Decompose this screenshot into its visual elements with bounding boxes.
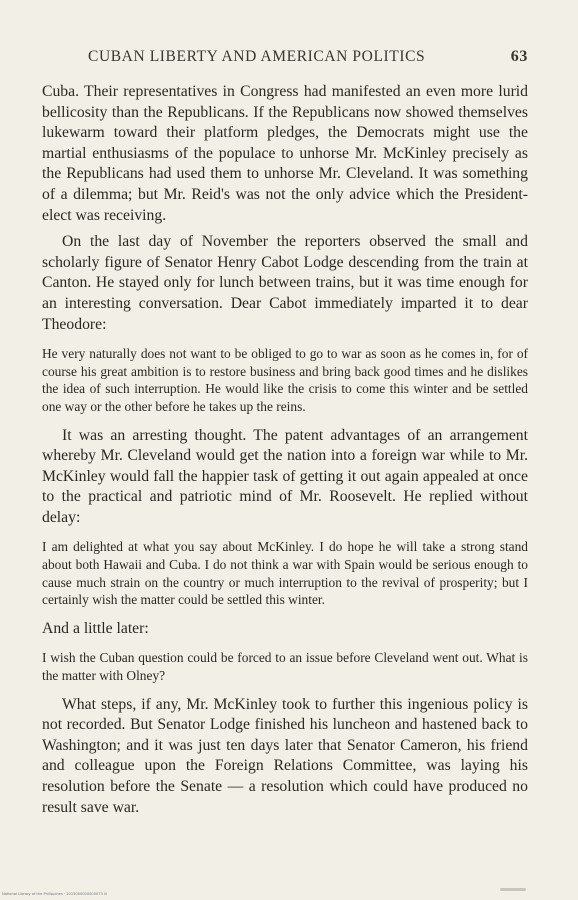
block-quote: I am delighted at what you say about McKinley. I do hope he will take a strong stand about both Hawaii and Cuba. I do not think a war with Spain would be serious enough to cause much strain on the country or much interruption to the revival of prosperity; but I certainly wish the matter could be settled this winter. (42, 539, 528, 608)
page-body (42, 82, 528, 818)
paragraph: And a little later: (42, 619, 149, 637)
paragraph: What steps, if any, Mr. McKinley took to further this ingenious policy is not recorded. But Senator Lodge finished his luncheon and hastened back to Washington; and it was just ten days later that Senator Cameron, his friend and colleague upon the Foreign Relations Committee, was laying his resolution before the Senate — a resolution which could have produced no result save war. (42, 695, 528, 816)
library-stamp: National Library of the Philippines · 2015000000000073 lll (2, 892, 107, 896)
paragraph: It was an arresting thought. The patent advantages of an arrangement whereby Mr. Cleveland would get the nation into a foreign war while to Mr. McKinley would fall the happier task of getting it out again appealed at once to the practical and patriotic mind of Mr. Roosevelt. He replied without delay: (42, 426, 528, 526)
block-quote: I wish the Cuban question could be forced to an issue before Cleveland went out. What is the matter with Olney? (42, 650, 528, 684)
block-quote: He very naturally does not want to be obliged to go to war as soon as he comes in, for of course his great ambition is to restore business and bring back good times and he dislikes the idea of such interruption. He would like the crisis to come this winter and be settled one way or the other before he takes up the reins. (42, 346, 528, 414)
running-title: CUBAN LIBERTY AND AMERICAN POLITICS (88, 48, 426, 65)
page-number: 63 (510, 48, 528, 65)
page-mark (500, 888, 526, 891)
paragraph: On the last day of November the reporters observed the small and scholarly figure of Senator Henry Cabot Lodge descending from the train at Canton. He stayed only for lunch between trains, but it was time enough for an interesting conversation. Dear Cabot immediately imparted it to dear Theodore: (42, 233, 528, 333)
paragraph: Cuba. Their representatives in Congress had manifested an even more lurid bellicosity than the Republicans. If the Republicans now showed themselves lukewarm toward their platform pledges, the Democrats might use the martial enthusiasms of the populace to unhorse Mr. McKinley precisely as the Republicans had used them to unhorse Mr. Cleveland. It was something of a dilemma; but Mr. Reid's was not the only advice which the President-elect was receiving. (42, 83, 528, 224)
